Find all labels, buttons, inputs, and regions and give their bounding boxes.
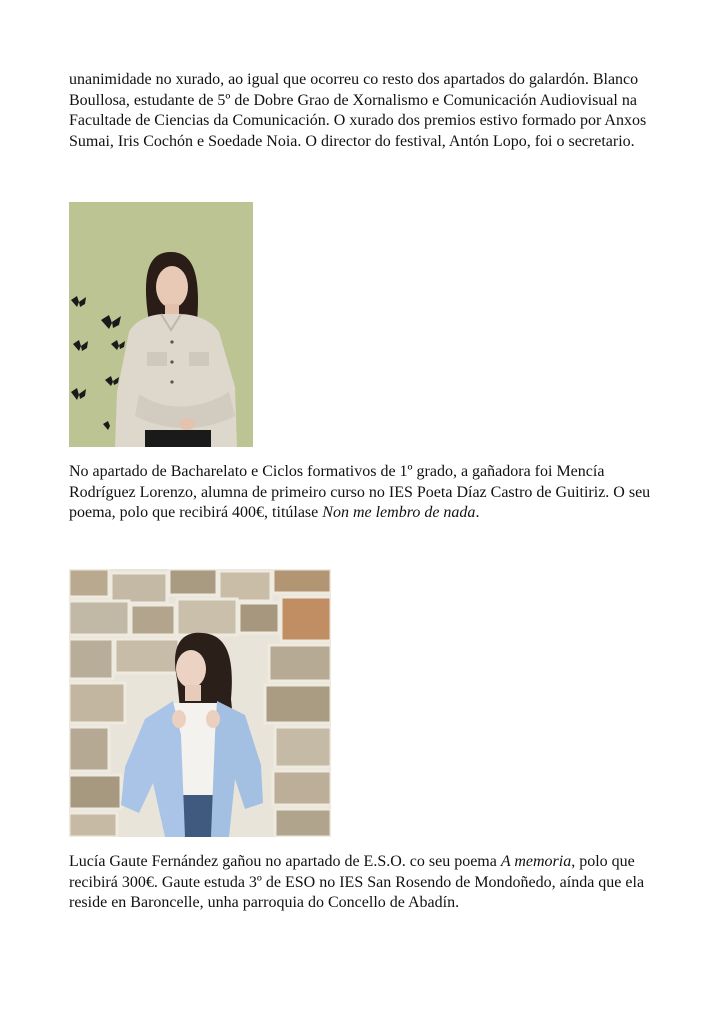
paragraph-jury: unanimidade no xurado, ao igual que ocorreu co resto dos apartados do galardón. Blanco Boullosa, estudante de 5º de Dobre Grao de Xornalismo e Comunicación Audiovisual na Facultade de Ciencias da Comunicación. O xurado dos premios estivo formado por Anxos Sumai, Iris Cochón e Soedade Noia. O director do festival, Antón Lopo, foi o secretario.: [69, 71, 647, 150]
paragraph-eso-winner: Lucía Gaute Fernández gañou no apartado de E.S.O. co seu poema A memoria, polo que recibirá 300€. Gaute estuda 3º de ESO no IES San Rosendo de Mondoñedo, aínda que ela reside en Baroncelle, unha parroquia do Concello de Abadín.: [69, 853, 645, 911]
poem-title-a-memoria: A memoria: [500, 853, 572, 870]
paragraph-bacharelato-winner: No apartado de Bacharelato e Ciclos formativos de 1º grado, a gañadora foi Mencía Rodríguez Lorenzo, alumna de primeiro curso no IES Poeta Díaz Castro de Guitiriz. O seu poema, polo que recibirá 400€, titúlase Non me lembro de nada.: [69, 463, 651, 521]
poem-title-non-me-lembro: Non me lembro de nada: [322, 504, 476, 521]
photo-lucia-gaute: [69, 569, 331, 837]
photo-mencia-rodriguez: [69, 202, 253, 447]
